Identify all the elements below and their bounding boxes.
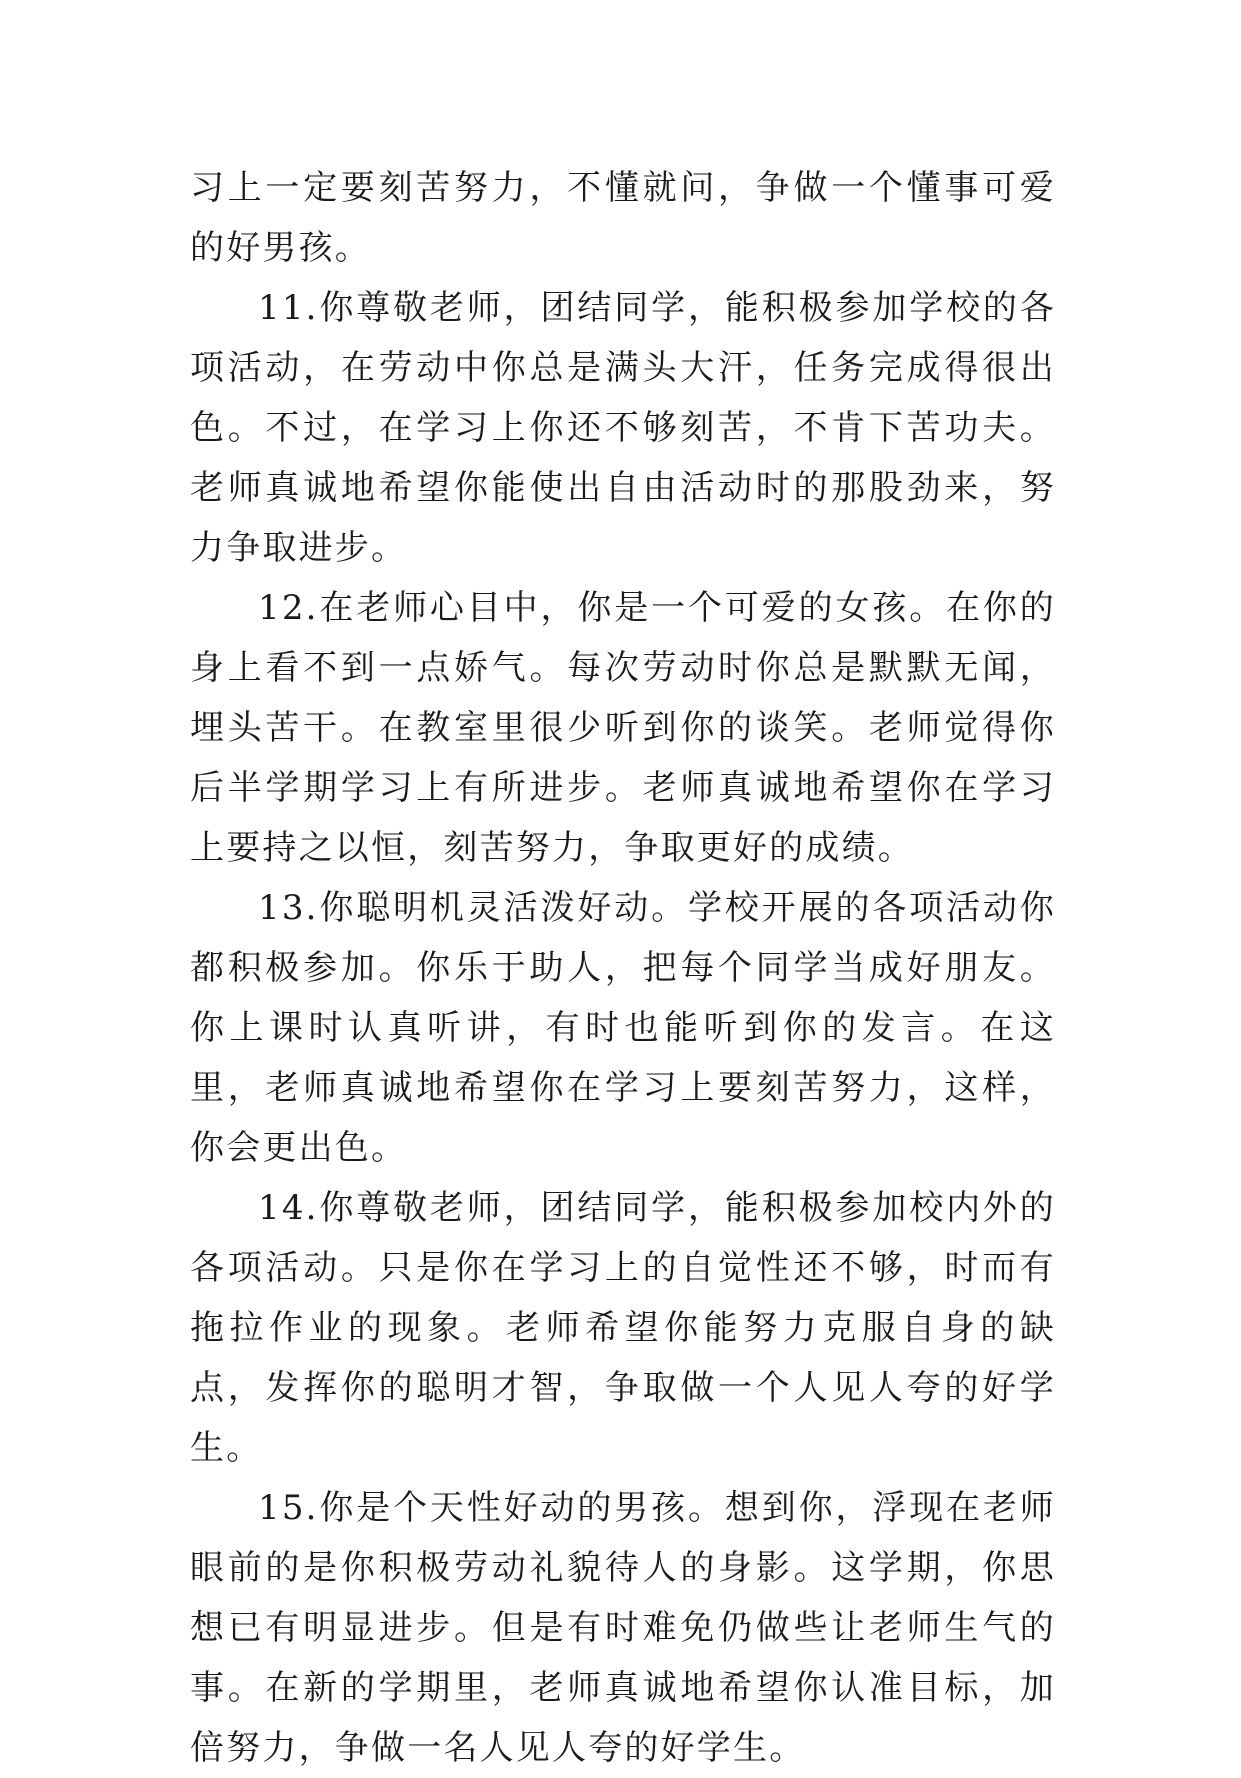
paragraph-item-15: 15.你是个天性好动的男孩。想到你，浮现在老师眼前的是你积极劳动礼貌待人的身影。这学期，你思想已有明显进步。但是有时难免仍做些让老师生气的事。在新的学期里，老师真诚地希望你认准目标，加倍努力，争做一名人见人夸的好学生。 bbox=[190, 1488, 1056, 1768]
document-page bbox=[190, 158, 1056, 1778]
paragraph-continuation: 习上一定要刻苦努力，不懂就问，争做一个懂事可爱的好男孩。 bbox=[190, 168, 1056, 268]
paragraph-item-13: 13.你聪明机灵活泼好动。学校开展的各项活动你都积极参加。你乐于助人，把每个同学当成好朋友。你上课时认真听讲，有时也能听到你的发言。在这里，老师真诚地希望你在学习上要刻苦努力，这样，你会更出色。 bbox=[190, 888, 1056, 1168]
paragraph-item-14: 14.你尊敬老师，团结同学，能积极参加校内外的各项活动。只是你在学习上的自觉性还不够，时而有拖拉作业的现象。老师希望你能努力克服自身的缺点，发挥你的聪明才智，争取做一个人见人夸的好学生。 bbox=[190, 1188, 1056, 1468]
paragraph-item-12: 12.在老师心目中，你是一个可爱的女孩。在你的身上看不到一点娇气。每次劳动时你总是默默无闻，埋头苦干。在教室里很少听到你的谈笑。老师觉得你后半学期学习上有所进步。老师真诚地希望你在学习上要持之以恒，刻苦努力，争取更好的成绩。 bbox=[190, 588, 1056, 868]
paragraph-item-11: 11.你尊敬老师，团结同学，能积极参加学校的各项活动，在劳动中你总是满头大汗，任务完成得很出色。不过，在学习上你还不够刻苦，不肯下苦功夫。老师真诚地希望你能使出自由活动时的那股劲来，努力争取进步。 bbox=[190, 288, 1056, 568]
